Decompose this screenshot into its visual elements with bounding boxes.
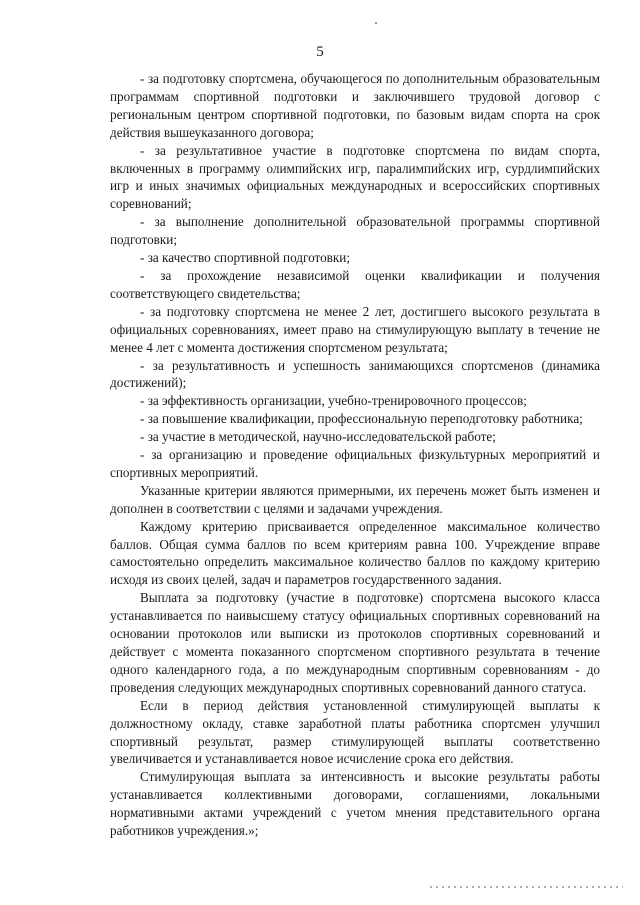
list-item-two-year-training: - за подготовку спортсмена не менее 2 лет, достигшего высокого результата в официальных соревнованиях, имеет право на стимулирующую выплату в течение не менее 4 лет с момента достижения спортсменом результата; (110, 303, 600, 355)
paragraph-points: Каждому критерию присваивается определенное максимальное количество баллов. Общая сумма баллов по всем критериям равна 100. Учреждение вправе самостоятельно определить максимальное количество баллов по каждому критерию исходя из своих целей, задач и параметров государственного задания. (110, 518, 600, 588)
paragraph-intensity-payment: Стимулирующая выплата за интенсивность и высокие результаты работы устанавливается коллективными договорами, соглашениями, локальными нормативными актами учреждений с учетом мнения представительного органа работников учреждения.»; (110, 769, 600, 839)
document-body (110, 70, 600, 840)
scan-artifact-dots (428, 886, 623, 888)
list-item-professional-development: - за повышение квалификации, профессиональную переподготовку работника; (140, 411, 583, 427)
list-item-athlete-training: - за подготовку спортсмена, обучающегося по дополнительным образовательным программам спортивной подготовки и заключившего трудовой договор с региональным центром спортивной подготовки, по базовым видам спорта на срок действия вышеуказанного договора; (110, 71, 600, 140)
list-item-research-work: - за участие в методической, научно-исследовательской работе; (140, 429, 496, 445)
list-item-olympic-participation: - за результативное участие в подготовке спортсмена по видам спорта, включенных в программу олимпийских игр, паралимпийских игр, сурдлимпийских игр и иных значимых официальных международных и всероссийских спортивных соревнований; (110, 142, 600, 212)
list-item-training-quality: - за качество спортивной подготовки; (140, 250, 351, 266)
paragraph-high-class-payment: Выплата за подготовку (участие в подготовке) спортсмена высокого класса устанавливается по наивысшему статусу официальных спортивных соревнований на основании протоколов или выписки из протоколов спортивных соревнований и действует с момента показанного спортсменом спортивного результата в течение одного календарного года, а по международным спортивным соревнованиям - до проведения следующих международных спортивных соревнований данного статуса. (110, 590, 600, 695)
paragraph-criteria-note: Указанные критерии являются примерными, их перечень может быть изменен и дополнен в соответствии с целями и задачами учреждения. (110, 482, 600, 516)
list-item-performance: - за результативность и успешность занимающихся спортсменов (динамика достижений); (110, 357, 600, 391)
list-item-event-organization: - за организацию и проведение официальных физкультурных мероприятий и спортивных мероприятий. (110, 447, 600, 480)
paragraph-result-improvement: Если в период действия установленной стимулирующей выплаты к должностному окладу, ставке заработной платы работника спортсмен улучшил спортивный результат, размер стимулирующей выплаты соответственно увеличивается и устанавливается новое исчисление срока его действия. (110, 697, 600, 767)
list-item-qualification-assessment: - за прохождение независимой оценки квалификации и получения соответствующего свидетельства; (110, 267, 600, 301)
list-item-additional-program: - за выполнение дополнительной образовательной программы спортивной подготовки; (110, 214, 600, 248)
scan-artifact-dot (375, 22, 377, 24)
list-item-process-efficiency: - за эффективность организации, учебно-тренировочного процессов; (140, 393, 527, 409)
page-number: 5 (316, 44, 324, 60)
